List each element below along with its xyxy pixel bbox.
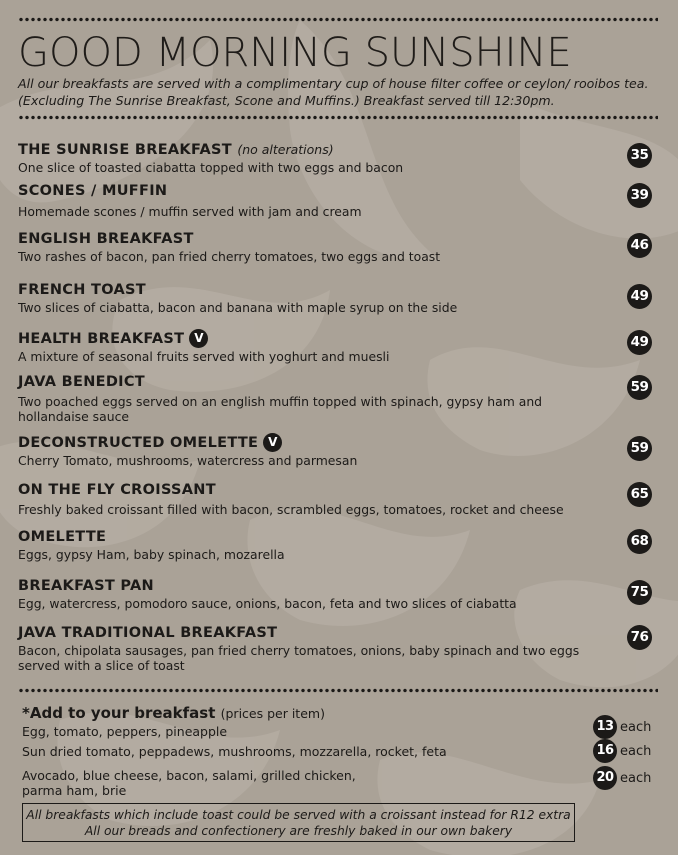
- addon-price: [593, 766, 651, 790]
- price-badge: 59: [627, 436, 652, 461]
- item-description: Cherry Tomato, mushrooms, watercress and parmesan: [18, 453, 358, 468]
- page-title: GOOD MORNING SUNSHINE: [18, 30, 572, 76]
- price-badge: 49: [627, 284, 652, 309]
- price-badge: 46: [627, 233, 652, 258]
- price-badge: 16: [593, 739, 617, 763]
- item-name: FRENCH TOAST: [18, 282, 146, 298]
- item-name: OMELETTE: [18, 529, 107, 545]
- addon-line: Sun dried tomato, peppadews, mushrooms, mozzarella, rocket, feta: [22, 744, 447, 759]
- item-description: Two slices of ciabatta, bacon and banana with maple syrup on the side: [18, 300, 458, 315]
- item-note: (no alterations): [237, 142, 334, 157]
- addon-price: [593, 739, 651, 763]
- price-badge: 65: [627, 482, 652, 507]
- footer-note-box: [22, 803, 575, 842]
- price-badge: 75: [627, 580, 652, 605]
- item-description: Two poached eggs served on an english muffin topped with spinach, gypsy ham and hollandaise sauce: [18, 394, 543, 424]
- item-name: ON THE FLY CROISSANT: [18, 482, 216, 498]
- item-description: Freshly baked croissant filled with bacon, scrambled eggs, tomatoes, rocket and cheese: [18, 502, 564, 517]
- header-dotted-divider: [18, 115, 658, 120]
- menu-item-scones-muffin: [18, 182, 618, 219]
- intro-text: All our breakfasts are served with a complimentary cup of house filter coffee or ceylon/ rooibos tea. (Excluding The Sunrise Breakfast, Scone and Muffins.) Breakfast served till 12:30pm.: [18, 76, 649, 108]
- addons-subheading: (prices per item): [220, 706, 325, 721]
- vegetarian-icon: V: [189, 329, 208, 348]
- item-name: BREAKFAST PAN: [18, 578, 154, 594]
- price-badge: 13: [593, 715, 617, 739]
- menu-item-french-toast: [18, 281, 618, 315]
- menu-item-sunrise-breakfast: [18, 141, 618, 175]
- item-name: JAVA BENEDICT: [18, 374, 146, 390]
- price-badge: 39: [627, 183, 652, 208]
- item-name: JAVA TRADITIONAL BREAKFAST: [18, 625, 278, 641]
- menu-item-on-the-fly-croissant: [18, 481, 618, 517]
- item-description: Bacon, chipolata sausages, pan fried cherry tomatoes, onions, baby spinach and two eggs served with a slice of toast: [18, 643, 580, 673]
- menu-item-health-breakfast: [18, 329, 618, 364]
- menu-item-java-traditional-breakfast: [18, 624, 618, 673]
- menu-item-english-breakfast: [18, 230, 618, 264]
- addon-line: Egg, tomato, peppers, pineapple: [22, 724, 228, 739]
- top-dotted-divider: [18, 17, 658, 22]
- footer-line-bakery: All our breads and confectionery are freshly baked in our own bakery: [84, 824, 513, 838]
- footer-line-croissant: All breakfasts which include toast could be served with a croissant instead for R12 extra: [26, 808, 571, 822]
- price-badge: 68: [627, 529, 652, 554]
- item-name: THE SUNRISE BREAKFAST (no alterations): [18, 142, 334, 158]
- item-name: DECONSTRUCTED OMELETTE V: [18, 433, 618, 452]
- item-name: SCONES / MUFFIN: [18, 183, 168, 199]
- item-name: ENGLISH BREAKFAST: [18, 231, 194, 247]
- price-badge: 35: [627, 143, 652, 168]
- menu-item-breakfast-pan: [18, 577, 618, 611]
- item-name: HEALTH BREAKFAST V: [18, 329, 618, 348]
- item-description: Egg, watercress, pomodoro sauce, onions, bacon, feta and two slices of ciabatta: [18, 596, 517, 611]
- addon-price: [593, 715, 651, 739]
- price-badge: 76: [627, 625, 652, 650]
- menu-item-java-benedict: [18, 373, 618, 424]
- item-description: Homemade scones / muffin served with jam and cream: [18, 204, 362, 219]
- each-label: each: [620, 743, 652, 759]
- addons-dotted-divider: [18, 688, 658, 693]
- item-description: One slice of toasted ciabatta topped with two eggs and bacon: [18, 160, 404, 175]
- vegetarian-icon: V: [263, 433, 282, 452]
- addon-line: Avocado, blue cheese, bacon, salami, grilled chicken, parma ham, brie: [22, 768, 356, 798]
- item-description: A mixture of seasonal fruits served with yoghurt and muesli: [18, 349, 390, 364]
- price-badge: 20: [593, 766, 617, 790]
- item-description: Two rashes of bacon, pan fried cherry tomatoes, two eggs and toast: [18, 249, 441, 264]
- price-badge: 49: [627, 330, 652, 355]
- menu-item-deconstructed-omelette: [18, 433, 618, 468]
- menu-item-omelette: [18, 528, 618, 562]
- each-label: each: [620, 770, 652, 786]
- each-label: each: [620, 719, 652, 735]
- price-badge: 59: [627, 375, 652, 400]
- addons-heading: *Add to your breakfast (prices per item): [22, 704, 325, 722]
- item-description: Eggs, gypsy Ham, baby spinach, mozarella: [18, 547, 285, 562]
